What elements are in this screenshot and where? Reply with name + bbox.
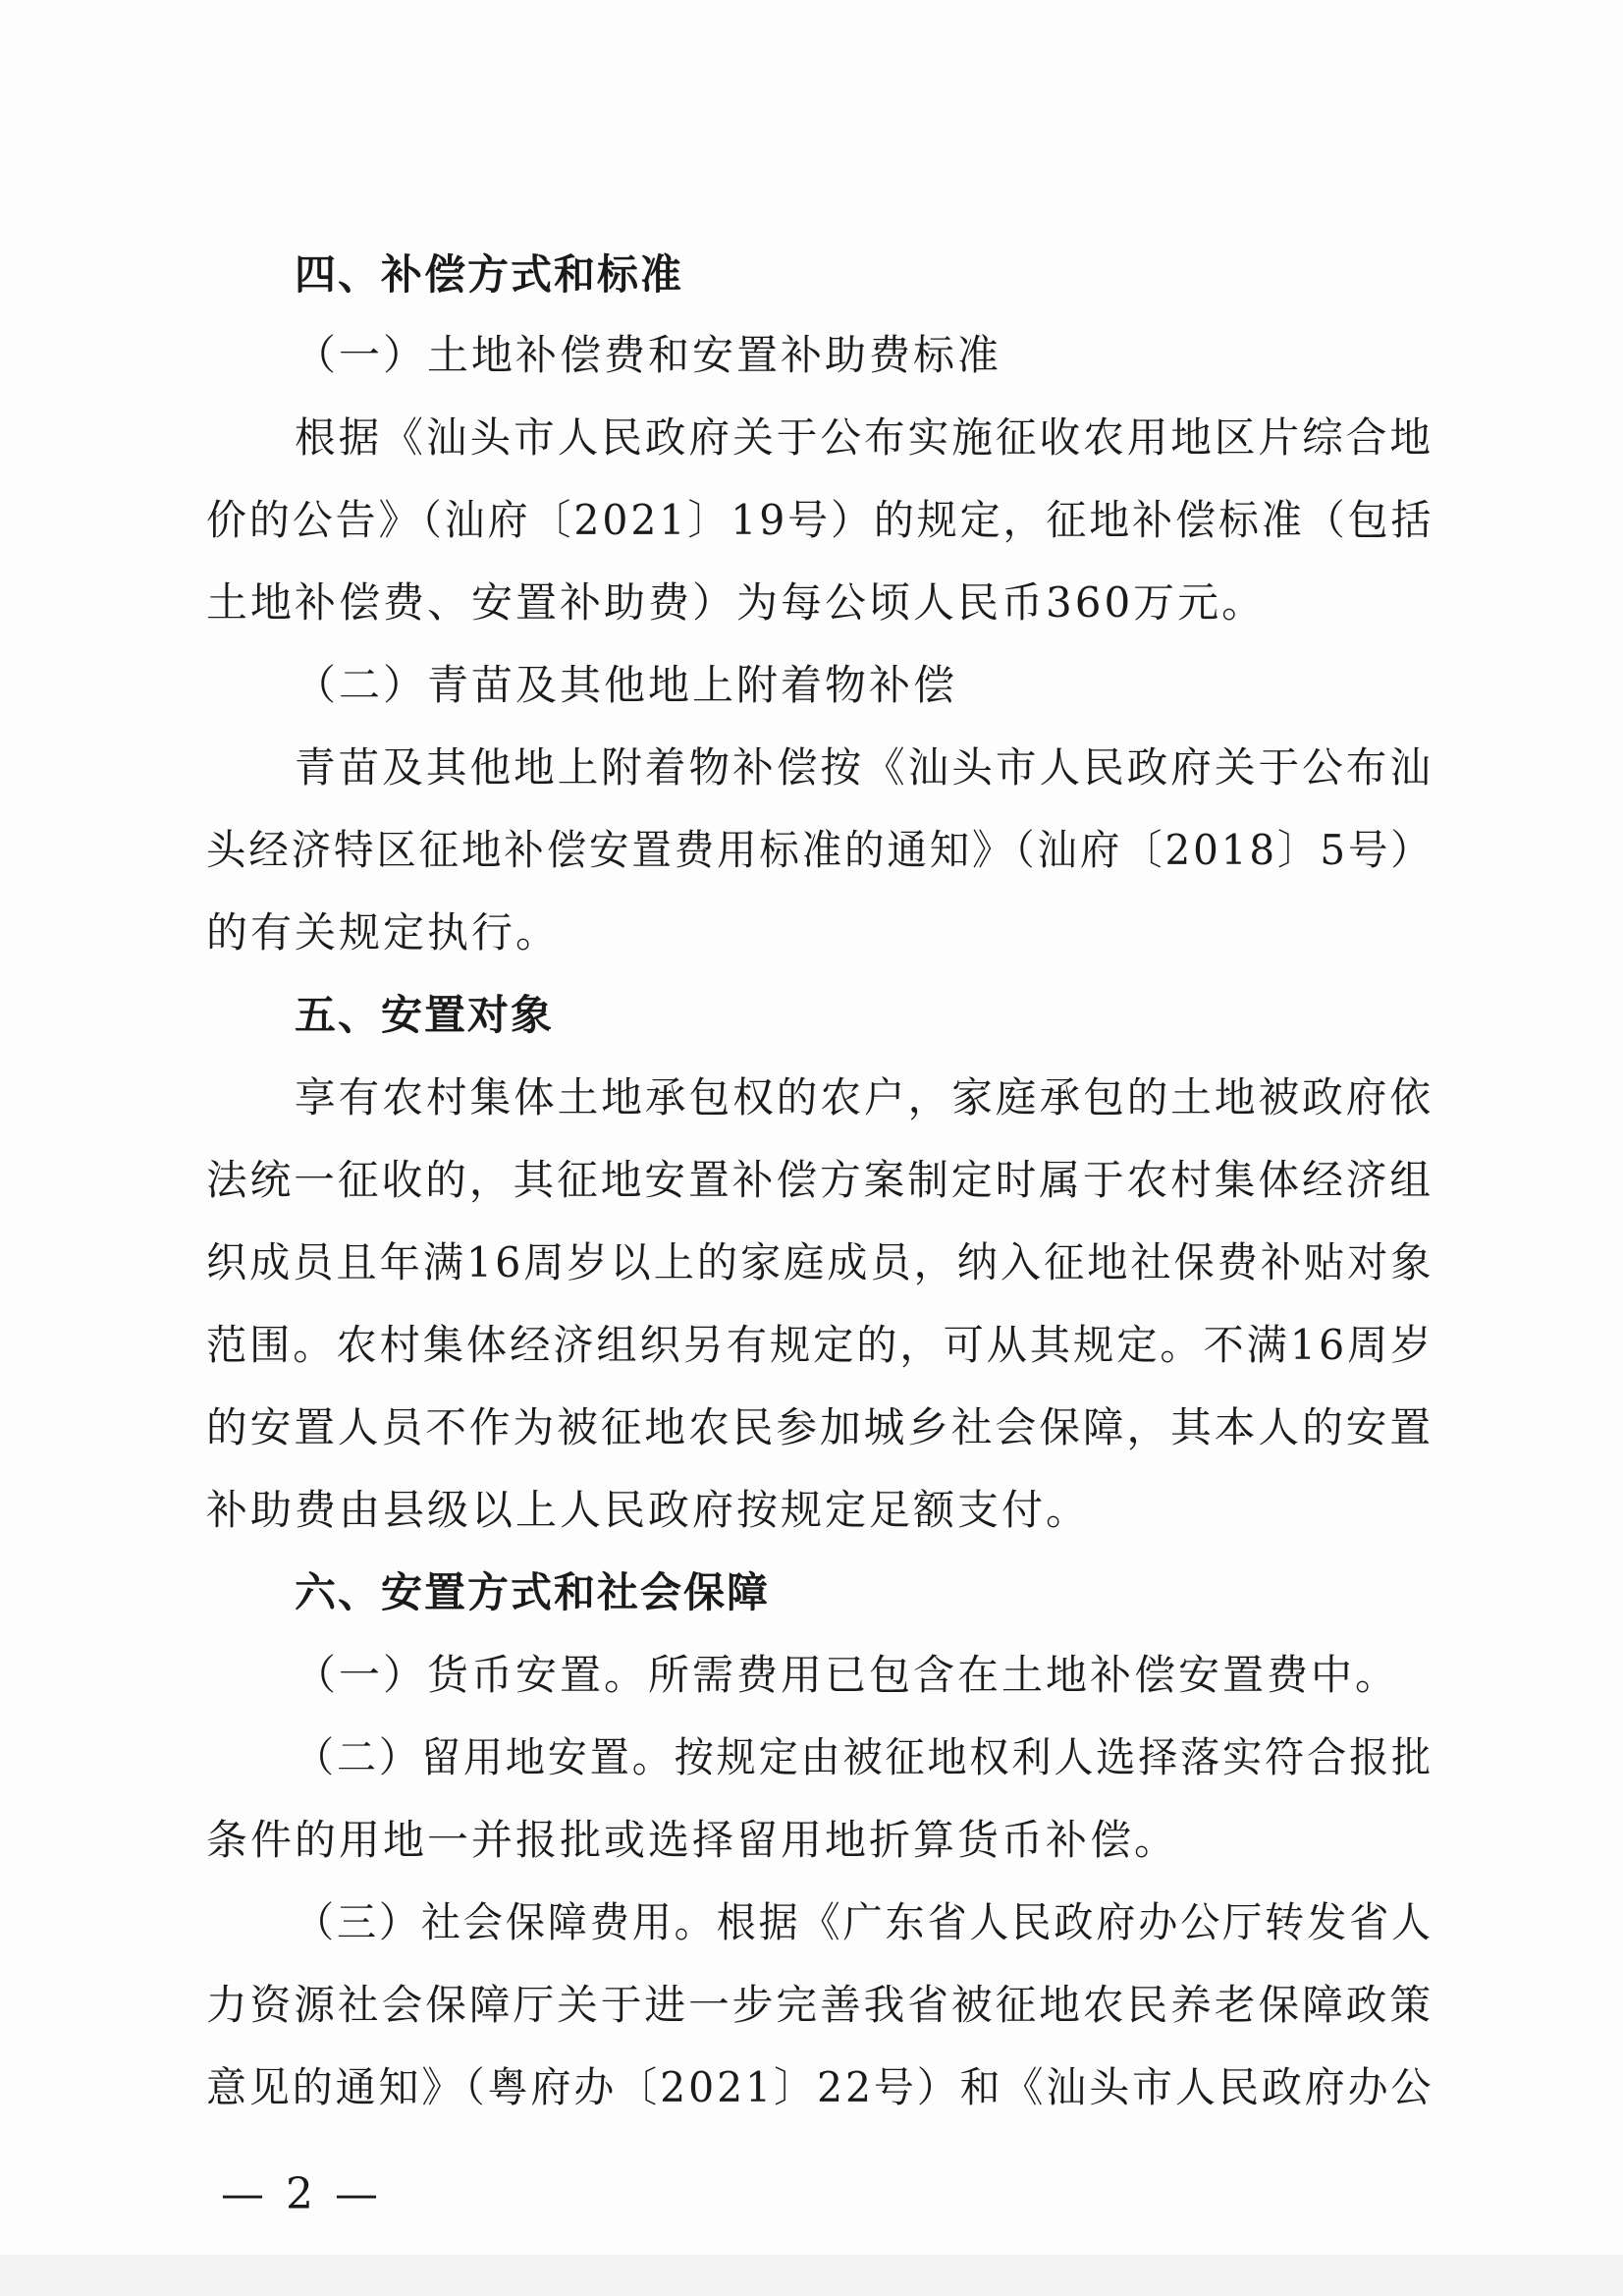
subsection-heading-4-1: （一）土地补偿费和安置补助费标准 [295, 331, 1002, 379]
paragraph-line: 条件的用地一并报批或选择留用地折算货币补偿。 [206, 1816, 1179, 1864]
paragraph-line: 织成员且年满16周岁以上的家庭成员，纳入征地社保费补贴对象 [206, 1238, 1434, 1286]
paragraph-line: 的安置人员不作为被征地农民参加城乡社会保障，其本人的安置 [206, 1403, 1434, 1451]
section-heading-4: 四、补偿方式和标准 [295, 250, 684, 299]
paragraph-line: 价的公告》（汕府〔2021〕19号）的规定，征地补偿标准（包括 [206, 496, 1434, 544]
paragraph-line: 青苗及其他地上附着物补偿按《汕头市人民政府关于公布汕 [295, 743, 1434, 792]
paragraph-line: 力资源社会保障厅关于进一步完善我省被征地农民养老保障政策 [206, 1981, 1434, 2029]
subsection-heading-4-2: （二）青苗及其他地上附着物补偿 [295, 661, 958, 709]
paragraph-line: 补助费由县级以上人民政府按规定足额支付。 [206, 1486, 1091, 1534]
section-heading-5: 五、安置对象 [295, 991, 555, 1039]
scan-bottom-edge [0, 2255, 1623, 2296]
paragraph-line: 的有关规定执行。 [206, 908, 561, 957]
page-number: — 2 — [221, 2169, 382, 2219]
paragraph-line: （三）社会保障费用。根据《广东省人民政府办公厅转发省人 [295, 1898, 1434, 1946]
paragraph-line: （一）货币安置。所需费用已包含在土地补偿安置费中。 [295, 1651, 1400, 1699]
paragraph-line: 享有农村集体土地承包权的农户，家庭承包的土地被政府依 [295, 1073, 1434, 1121]
paragraph-line: 根据《汕头市人民政府关于公布实施征收农用地区片综合地 [295, 413, 1434, 462]
paragraph-line: （二）留用地安置。按规定由被征地权利人选择落实符合报批 [295, 1733, 1434, 1781]
paragraph-line: 范围。农村集体经济组织另有规定的，可从其规定。不满16周岁 [206, 1321, 1434, 1369]
section-heading-6: 六、安置方式和社会保障 [295, 1568, 771, 1616]
paragraph-line: 法统一征收的，其征地安置补偿方案制定时属于农村集体经济组 [206, 1156, 1434, 1204]
paragraph-line: 土地补偿费、安置补助费）为每公顷人民币360万元。 [206, 578, 1267, 627]
paragraph-line: 意见的通知》（粤府办〔2021〕22号）和《汕头市人民政府办公 [206, 2063, 1434, 2111]
paragraph-line: 头经济特区征地补偿安置费用标准的通知》（汕府〔2018〕5号） [206, 826, 1434, 874]
